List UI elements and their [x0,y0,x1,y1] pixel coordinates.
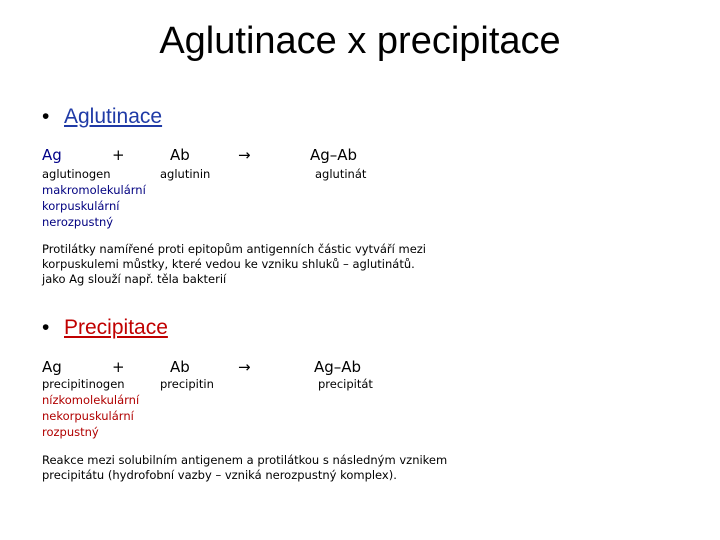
description-line: precipitátu (hydrofobní vazby – vzniká nerozpustný komplex). [42,468,397,482]
aglutinogen-labels [42,166,146,230]
equation-ag: Ag [42,146,62,164]
label-line: korpuskulární [42,199,120,213]
label-line: makromolekulární [42,183,146,197]
heading-text: Precipitace [64,316,168,339]
equation-ab: Ab [170,146,190,164]
precipitin-label: precipitin [160,377,214,391]
equation-product: Ag–Ab [310,146,358,164]
label-line: nízkomolekulární [42,393,140,407]
description-line: jako Ag slouží např. těla bakterií [42,272,227,286]
equation-ab: Ab [170,358,190,376]
equation-plus: + [112,146,125,164]
label-line: nerozpustný [42,215,114,229]
precipitinogen-labels [42,376,139,440]
arrow-icon: → [238,146,251,164]
aglutinin-label: aglutinin [160,167,211,181]
aglutinat-label: aglutinát [315,167,367,181]
heading-text: Aglutinace [64,105,163,128]
label-line: precipitinogen [42,377,125,391]
label-line: nekorpuskulární [42,409,134,423]
equation-product: Ag–Ab [314,358,362,376]
arrow-icon: → [238,358,251,376]
section-heading-aglutinace [42,105,162,129]
description-line: korpuskulemi můstky, které vedou ke vzniku shluků – aglutinátů. [42,257,415,271]
page-title: Aglutinace x precipitace [159,20,561,62]
precipitace-description [42,453,447,483]
section-heading-precipitace [42,316,168,340]
description-line: Reakce mezi solubilním antigenem a protilátkou s následným vznikem [42,453,448,467]
equation-plus: + [112,358,125,376]
label-line: rozpustný [42,425,99,439]
bullet-icon: • [42,316,50,339]
bullet-icon: • [42,105,50,128]
aglutinace-description [42,242,426,287]
label-line: aglutinogen [42,167,111,181]
equation-ag: Ag [42,358,62,376]
description-line: Protilátky namířené proti epitopům antigenních částic vytváří mezi [42,242,427,256]
precipitat-label: precipitát [318,377,373,391]
